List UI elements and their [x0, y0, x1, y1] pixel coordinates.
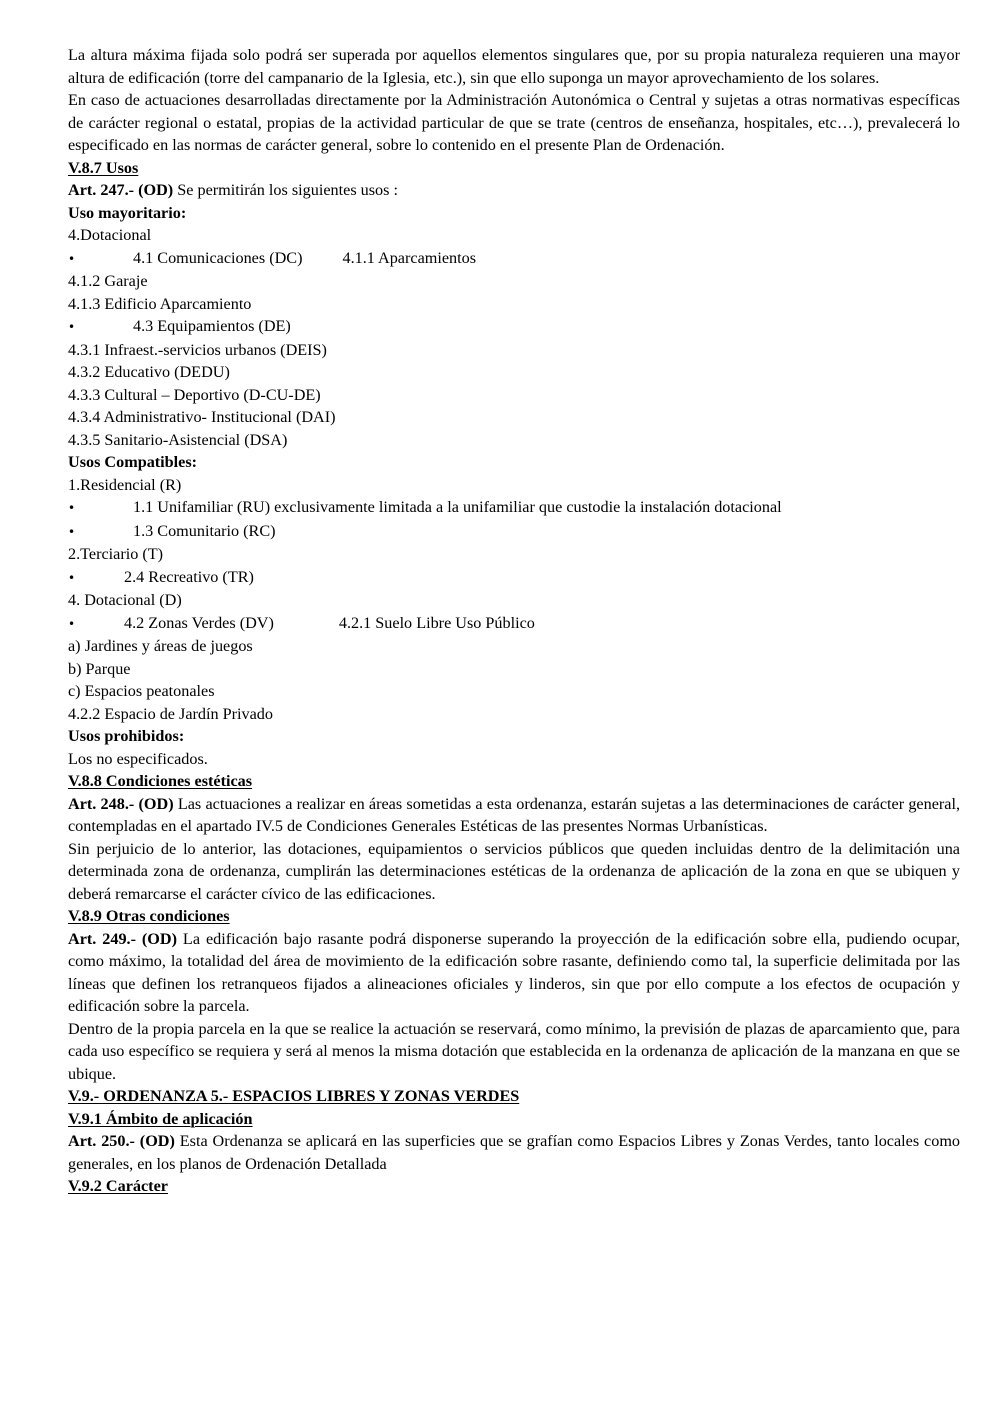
list-item: 4. Dotacional (D)	[68, 591, 182, 609]
bullet-icon: •	[68, 524, 76, 539]
bullet-icon: •	[68, 501, 76, 515]
paragraph-dentro-parcela: Dentro de la propia parcela en la que se realice la actuación se reservará, como mínimo, la previsión de plazas de aparcamiento que, para cada uso específico se requiera y será al menos la misma dotación que establecida en la ordenanza de aplicación de la manzana en que se ubique.	[68, 1019, 960, 1083]
paragraph-altura-maxima: La altura máxima fijada solo podrá ser superada por aquellos elementos singulares que, por su propia naturaleza requieren una mayor altura de edificación (torre del campanario de la Iglesia, etc.), sin que ello suponga un mayor aprovechamiento de los solares.	[68, 46, 960, 87]
article-249-text: La edificación bajo rasante podrá disponerse superando la proyección de la edificación sobre ella, pudiendo ocupar, como máximo, la totalidad del área de movimiento de la edificación sobre rasante, definiendo como tal, la superficie delimitada por las líneas que definen los retranqueos fijados a alineaciones oficiales y linderos, sin que por ello compute a los efectos de ocupación y edificación sobre la parcela.	[68, 929, 960, 1015]
article-249	[68, 928, 960, 1018]
heading-v91-ambito-aplicacion	[68, 1108, 960, 1131]
document-body	[68, 44, 960, 1198]
list-item: 4.3.2 Educativo (DEDU)	[68, 363, 230, 381]
heading-v92-caracter	[68, 1175, 960, 1198]
heading-v89-otras-condiciones	[68, 905, 960, 928]
article-248-text: Las actuaciones a realizar en áreas sometidas a esta ordenanza, estarán sujetas a las determinaciones de carácter general, contempladas en el apartado IV.5 de Condiciones Generales Estéticas de las presentes Normas Urbanísticas.	[68, 794, 961, 835]
list-item: 4.2.2 Espacio de Jardín Privado	[68, 704, 273, 723]
list-item: 2.Terciario (T)	[68, 545, 164, 563]
list-item-label: 2.4 Recreativo (TR)	[124, 567, 254, 586]
list-item: 4.3.5 Sanitario-Asistencial (DSA)	[68, 430, 288, 449]
list-item: b) Parque	[68, 659, 131, 678]
list-item: 4.1.3 Edificio Aparcamiento	[68, 294, 252, 313]
list-item: 4.1.2 Garaje	[68, 272, 148, 290]
list-item-label-secondary: 4.1.1 Aparcamientos	[342, 248, 477, 267]
list-item	[68, 612, 960, 636]
article-247	[68, 179, 960, 202]
paragraph-sin-perjuicio: Sin perjuicio de lo anterior, las dotaciones, equipamientos o servicios públicos que queden incluidas dentro de la delimitación una determinada zona de ordenanza, cumplirán las determinaciones estéticas de la ordenanza de aplicación de la zona en que se ubiquen y deberá remarcarse el carácter cívico de las edificaciones.	[68, 839, 960, 903]
list-item	[68, 496, 960, 520]
heading-v89-text: V.8.9 Otras condiciones	[68, 907, 230, 925]
list-item-label: 4.2 Zonas Verdes (DV)	[124, 613, 274, 632]
list-item: 4.3.4 Administrativo- Institucional (DAI)	[68, 408, 336, 426]
heading-v87-usos	[68, 157, 960, 180]
label-uso-mayoritario: Uso mayoritario:	[68, 203, 187, 222]
list-item: c) Espacios peatonales	[68, 682, 215, 700]
list-item-label: 4.1 Comunicaciones (DC)	[133, 248, 303, 267]
list-item	[68, 520, 960, 544]
bullet-icon: •	[68, 616, 76, 631]
paragraph-administracion: En caso de actuaciones desarrolladas directamente por la Administración Autonómica o Central y sujetas a otras normativas específicas de carácter regional o estatal, propias de la actividad particular de que se trate (centros de enseñanza, hospitales, etc…), prevalecerá lo especificado en las normas de carácter general, sobre lo contenido en el presente Plan de Ordenación.	[68, 91, 960, 154]
list-item-label: 1.3 Comunitario (RC)	[133, 521, 276, 540]
list-item: 4.3.3 Cultural – Deportivo (D-CU-DE)	[68, 385, 321, 404]
list-item: 4.3.1 Infraest.-servicios urbanos (DEIS)	[68, 340, 327, 359]
article-248	[68, 793, 960, 838]
list-item	[68, 247, 960, 271]
list-item	[68, 566, 960, 590]
list-item-label: 1.1 Unifamiliar (RU) exclusivamente limitada a la unifamiliar que custodie la instalación dotacional	[133, 498, 782, 516]
bullet-icon: •	[68, 320, 76, 334]
article-250	[68, 1130, 960, 1175]
list-item-label-secondary: 4.2.1 Suelo Libre Uso Público	[338, 613, 535, 632]
list-item: 4.Dotacional	[68, 226, 152, 244]
article-250-text: Esta Ordenanza se aplicará en las superficies que se grafían como Espacios Libres y Zonas Verdes, tanto locales como generales, en los planos de Ordenación Detallada	[68, 1132, 960, 1173]
heading-v9-ordenanza5	[68, 1085, 960, 1108]
bullet-icon: •	[68, 570, 76, 585]
heading-v91-text: V.9.1 Ámbito de aplicación	[68, 1109, 253, 1128]
list-item: a) Jardines y áreas de juegos	[68, 637, 253, 655]
list-item: 1.Residencial (R)	[68, 475, 182, 494]
text-usos-prohibidos: Los no especificados.	[68, 749, 208, 768]
list-item	[68, 315, 960, 339]
article-247-text: Se permitirán los siguientes usos :	[173, 181, 398, 199]
article-249-label: Art. 249.- (OD)	[68, 929, 177, 948]
article-250-label: Art. 250.- (OD)	[68, 1132, 175, 1150]
bullet-icon: •	[68, 251, 76, 266]
heading-v88-text: V.8.8 Condiciones estéticas	[68, 772, 253, 790]
article-248-label: Art. 248.- (OD)	[68, 794, 174, 813]
heading-v92-text: V.9.2 Carácter	[68, 1177, 168, 1195]
article-247-label: Art. 247.- (OD)	[68, 181, 174, 199]
label-usos-compatibles: Usos Compatibles:	[68, 453, 198, 471]
label-usos-prohibidos: Usos prohibidos:	[68, 727, 185, 745]
heading-v88-condiciones-esteticas	[68, 770, 960, 793]
heading-v9-text: V.9.- ORDENANZA 5.- ESPACIOS LIBRES Y ZONAS VERDES	[68, 1087, 520, 1105]
list-item-label: 4.3 Equipamientos (DE)	[133, 317, 291, 335]
heading-v87-usos-text: V.8.7 Usos	[68, 158, 139, 177]
